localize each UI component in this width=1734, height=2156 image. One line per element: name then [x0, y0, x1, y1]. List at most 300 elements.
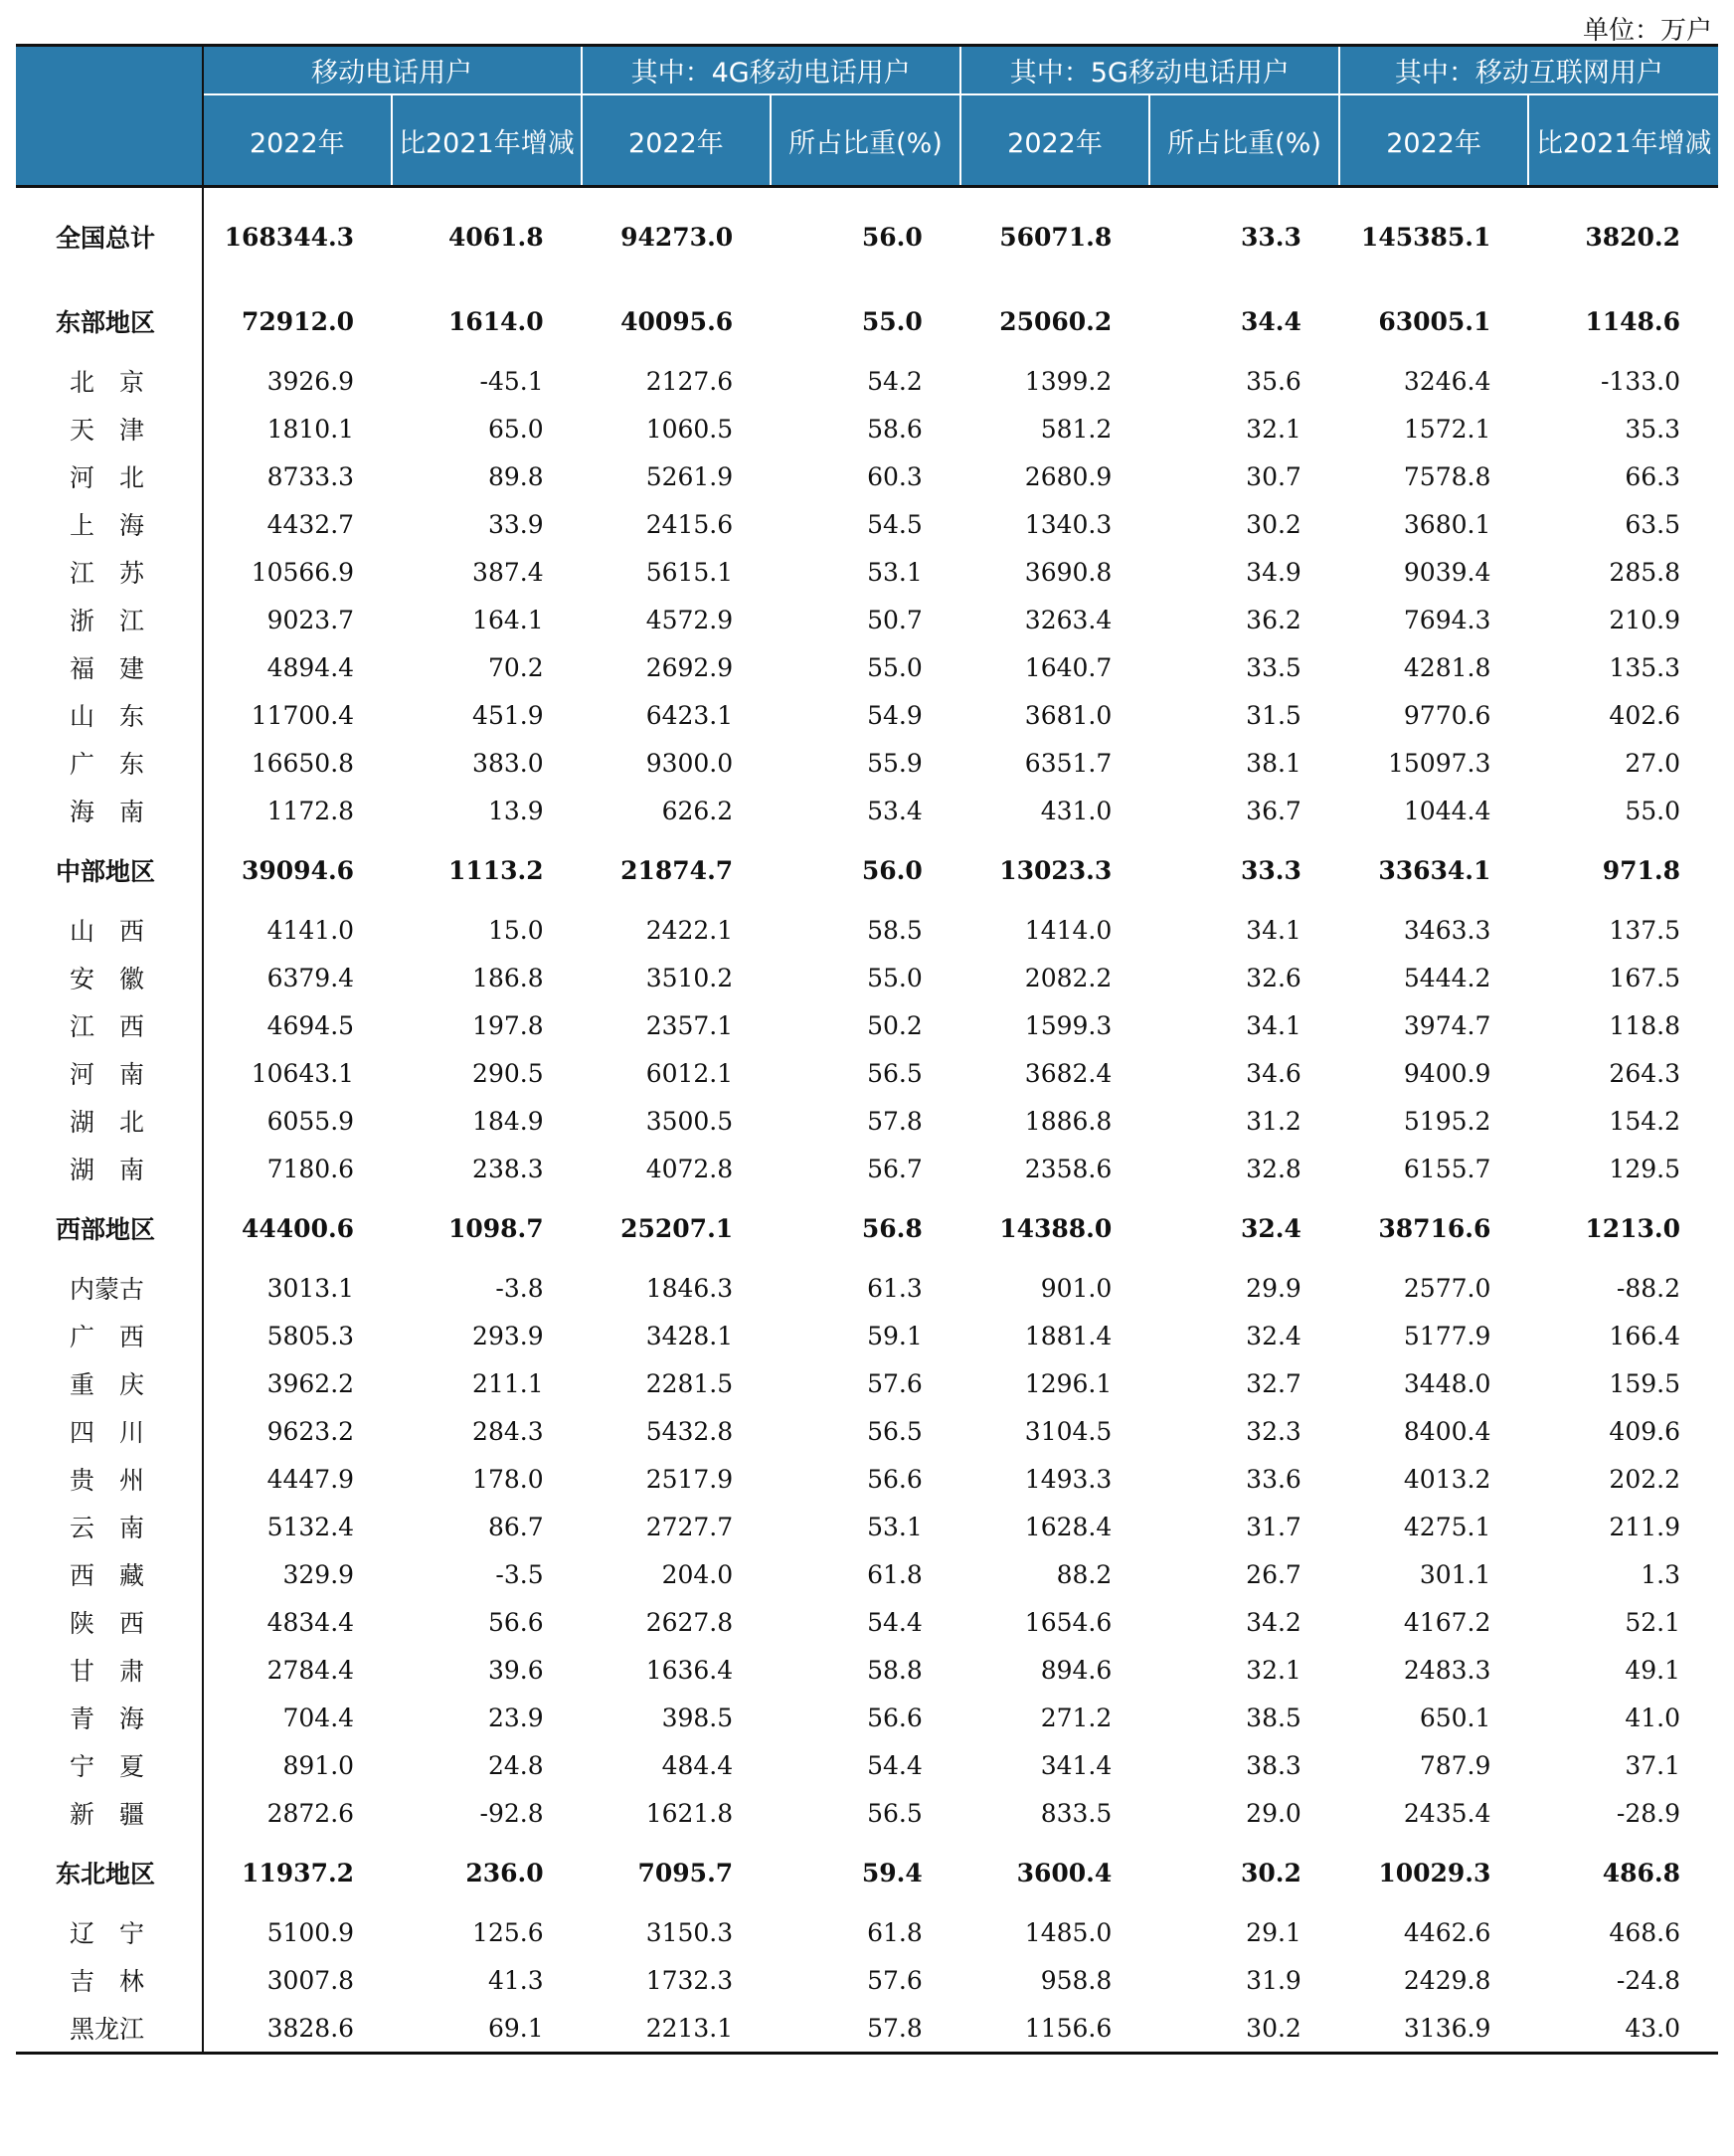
table-cell: 2429.8	[1403, 1965, 1491, 1995]
table-cell: 31.5	[1246, 700, 1301, 730]
table-cell: 125.6	[472, 1917, 544, 1947]
row-name: 天 津	[16, 405, 203, 452]
table-cell: 32.7	[1246, 1368, 1301, 1398]
region-row	[16, 1837, 1718, 1908]
table-cell: 11700.4	[251, 700, 355, 730]
row-name: 西 藏	[16, 1550, 203, 1598]
table-cell: 210.9	[1609, 605, 1680, 634]
table-cell: 3007.8	[266, 1965, 355, 1995]
table-cell: 58.6	[867, 414, 923, 444]
table-cell: 40095.6	[620, 306, 734, 336]
table-cell: 2483.3	[1403, 1655, 1491, 1685]
table-cell: 94273.0	[620, 222, 734, 252]
table-cell: 1846.3	[645, 1273, 734, 1303]
table-cell: 159.5	[1609, 1368, 1680, 1398]
table-cell: 29.1	[1246, 1917, 1301, 1947]
row-name: 湖 北	[16, 1097, 203, 1145]
table-row	[16, 1908, 1718, 1956]
table-cell: 21874.7	[620, 855, 734, 885]
table-cell: 32.1	[1246, 1655, 1301, 1685]
table-cell: 5261.9	[645, 461, 734, 491]
row-name: 贵 州	[16, 1455, 203, 1503]
row-name: 宁 夏	[16, 1741, 203, 1789]
table-cell: 61.3	[867, 1273, 923, 1303]
table-cell: -92.8	[479, 1798, 544, 1828]
table-cell: 61.8	[867, 1917, 923, 1947]
table-cell: 50.7	[867, 605, 923, 634]
row-name: 中部地区	[16, 834, 203, 906]
unit-label: 单位：万户	[1582, 16, 1712, 46]
region-row	[16, 1192, 1718, 1264]
row-name: 海 南	[16, 787, 203, 834]
table-cell: 431.0	[1040, 796, 1113, 825]
table-cell: 57.6	[867, 1368, 923, 1398]
table-cell: 1113.2	[447, 855, 544, 885]
table-row	[16, 739, 1718, 787]
row-name: 黑龙江	[16, 2004, 203, 2054]
table-cell: 35.3	[1625, 414, 1680, 444]
table-cell: 27.0	[1625, 748, 1680, 778]
group-header-internet: 其中：移动互联网用户	[1339, 46, 1718, 95]
table-cell: 901.0	[1040, 1273, 1113, 1303]
row-name: 辽 宁	[16, 1908, 203, 1956]
table-cell: 211.1	[472, 1368, 544, 1398]
table-cell: 38.1	[1246, 748, 1301, 778]
row-name: 全国总计	[16, 187, 203, 286]
table-cell: 55.0	[1625, 796, 1680, 825]
table-cell: 4447.9	[266, 1464, 355, 1494]
table-cell: 202.2	[1609, 1464, 1680, 1494]
table-cell: 15097.3	[1388, 748, 1491, 778]
table-cell: 1399.2	[1024, 366, 1113, 396]
table-cell: 5132.4	[266, 1512, 355, 1541]
group-header-mobile: 移动电话用户	[203, 46, 582, 95]
table-cell: 1296.1	[1024, 1368, 1113, 1398]
table-cell: 8733.3	[266, 461, 355, 491]
table-row	[16, 1646, 1718, 1694]
table-cell: 211.9	[1609, 1512, 1680, 1541]
table-cell: 37.1	[1625, 1750, 1680, 1780]
table-cell: 2415.6	[645, 509, 734, 539]
table-cell: 53.1	[867, 1512, 923, 1541]
table-cell: 271.2	[1040, 1703, 1113, 1732]
row-name: 陕 西	[16, 1598, 203, 1646]
table-cell: 3690.8	[1024, 557, 1113, 587]
table-cell: 58.8	[867, 1655, 923, 1685]
table-cell: 1060.5	[645, 414, 734, 444]
subheader: 2022年	[203, 94, 393, 187]
table-cell: 1628.4	[1024, 1512, 1113, 1541]
table-cell: 7180.6	[266, 1154, 355, 1183]
subheader: 2022年	[1339, 94, 1529, 187]
table-cell: 49.1	[1625, 1655, 1680, 1685]
table-cell: -28.9	[1616, 1798, 1680, 1828]
table-cell: 1572.1	[1403, 414, 1491, 444]
table-cell: 486.8	[1602, 1858, 1680, 1887]
table-cell: 204.0	[661, 1559, 734, 1589]
table-cell: 69.1	[392, 2004, 582, 2054]
table-row	[16, 1503, 1718, 1550]
table-cell: 56.6	[867, 1464, 923, 1494]
table-cell: 1810.1	[266, 414, 355, 444]
table-cell: 7694.3	[1403, 605, 1491, 634]
row-name: 北 京	[16, 357, 203, 405]
table-cell: 4572.9	[645, 605, 734, 634]
table-cell: 34.6	[1246, 1058, 1301, 1088]
table-header	[16, 46, 1718, 187]
region-row	[16, 834, 1718, 906]
table-cell: 894.6	[1040, 1655, 1113, 1685]
table-cell: 2727.7	[645, 1512, 734, 1541]
table-cell: 31.2	[1246, 1106, 1301, 1136]
table-row	[16, 1598, 1718, 1646]
row-name: 甘 肃	[16, 1646, 203, 1694]
row-name: 吉 林	[16, 1956, 203, 2004]
table-cell: 2577.0	[1403, 1273, 1491, 1303]
table-cell: 39.6	[487, 1655, 544, 1685]
row-name: 浙 江	[16, 596, 203, 643]
table-cell: 1493.3	[1024, 1464, 1113, 1494]
table-cell: 1881.4	[1024, 1321, 1113, 1350]
table-cell: 25207.1	[620, 1213, 734, 1243]
table-cell: 61.8	[867, 1559, 923, 1589]
table-cell: 284.3	[472, 1416, 544, 1446]
table-cell: -3.5	[495, 1559, 544, 1589]
table-cell: 36.7	[1246, 796, 1301, 825]
table-cell: 301.1	[1419, 1559, 1491, 1589]
row-name: 东部地区	[16, 285, 203, 357]
table-cell: 137.5	[1609, 915, 1680, 945]
group-header-4g: 其中：4G移动电话用户	[582, 46, 960, 95]
table-cell: 238.3	[472, 1154, 544, 1183]
subheader: 2022年	[960, 94, 1150, 187]
table-cell: 65.0	[487, 414, 544, 444]
row-name: 东北地区	[16, 1837, 203, 1908]
table-cell: 88.2	[1056, 1559, 1113, 1589]
table-cell: 38716.6	[1378, 1213, 1491, 1243]
table-cell: 6055.9	[266, 1106, 355, 1136]
subheader: 2022年	[582, 94, 772, 187]
table-cell: 3263.4	[1024, 605, 1113, 634]
table-cell: 2517.9	[645, 1464, 734, 1494]
table-row	[16, 643, 1718, 691]
table-cell: 70.2	[487, 652, 544, 682]
table-cell: 236.0	[465, 1858, 544, 1887]
table-cell: 787.9	[1419, 1750, 1491, 1780]
table-cell: 2358.6	[1024, 1154, 1113, 1183]
table-cell: 33.6	[1246, 1464, 1301, 1494]
table-cell: 56.6	[487, 1607, 544, 1637]
table-cell: 10566.9	[251, 557, 355, 587]
table-cell: 3510.2	[645, 963, 734, 992]
table-cell: 1636.4	[645, 1655, 734, 1685]
row-name: 云 南	[16, 1503, 203, 1550]
table-row	[16, 1312, 1718, 1359]
table-cell: 15.0	[487, 915, 544, 945]
table-cell: 66.3	[1625, 461, 1680, 491]
table-cell: 6012.1	[645, 1058, 734, 1088]
table-cell: 4167.2	[1403, 1607, 1491, 1637]
table-row	[16, 1550, 1718, 1598]
table-cell: 1156.6	[960, 2004, 1150, 2054]
table-cell: 1340.3	[1024, 509, 1113, 539]
table-row	[16, 500, 1718, 548]
table-cell: 484.4	[661, 1750, 734, 1780]
table-cell: 1213.0	[1585, 1213, 1680, 1243]
subheader: 比2021年增减	[392, 94, 582, 187]
table-cell: 3680.1	[1403, 509, 1491, 539]
table-cell: 56071.8	[999, 222, 1113, 252]
table-cell: 6155.7	[1403, 1154, 1491, 1183]
table-cell: 5615.1	[645, 557, 734, 587]
table-cell: 2680.9	[1024, 461, 1113, 491]
table-cell: 4694.5	[266, 1010, 355, 1040]
table-cell: 58.5	[867, 915, 923, 945]
subheader: 所占比重(%)	[1149, 94, 1339, 187]
row-name: 福 建	[16, 643, 203, 691]
table-cell: 33.3	[1240, 855, 1301, 885]
table-cell: 32.4	[1240, 1213, 1301, 1243]
row-name: 山 西	[16, 906, 203, 954]
row-name: 上 海	[16, 500, 203, 548]
table-cell: 264.3	[1609, 1058, 1680, 1088]
table-cell: 53.1	[867, 557, 923, 587]
table-cell: 60.3	[867, 461, 923, 491]
table-cell: 285.8	[1609, 557, 1680, 587]
table-row	[16, 1145, 1718, 1192]
table-cell: 54.4	[867, 1750, 923, 1780]
table-cell: 4281.8	[1403, 652, 1491, 682]
table-cell: 1654.6	[1024, 1607, 1113, 1637]
table-cell: 451.9	[472, 700, 544, 730]
table-cell: 4061.8	[447, 222, 544, 252]
table-cell: 581.2	[1040, 414, 1113, 444]
table-cell: 293.9	[472, 1321, 544, 1350]
table-cell: 154.2	[1609, 1106, 1680, 1136]
table-cell: 4432.7	[266, 509, 355, 539]
table-cell: 29.9	[1246, 1273, 1301, 1303]
table-row	[16, 405, 1718, 452]
table-cell: 402.6	[1609, 700, 1680, 730]
header-corner	[16, 46, 203, 187]
table-cell: 2422.1	[645, 915, 734, 945]
table-cell: 145385.1	[1360, 222, 1491, 252]
table-cell: 1614.0	[447, 306, 544, 336]
table-cell: 6351.7	[1024, 748, 1113, 778]
table-cell: 1172.8	[266, 796, 355, 825]
table-cell: 4462.6	[1403, 1917, 1491, 1947]
table-cell: 33634.1	[1378, 855, 1491, 885]
subheader: 所占比重(%)	[771, 94, 960, 187]
table-cell: 29.0	[1246, 1798, 1301, 1828]
table-cell: 168344.3	[224, 222, 355, 252]
table-row	[16, 1359, 1718, 1407]
table-cell: 4013.2	[1403, 1464, 1491, 1494]
table-cell: 971.8	[1602, 855, 1680, 885]
row-name: 河 南	[16, 1049, 203, 1097]
table-cell: 184.9	[472, 1106, 544, 1136]
table-cell: -88.2	[1616, 1273, 1680, 1303]
table-cell: 1485.0	[1024, 1917, 1113, 1947]
table-cell: 329.9	[282, 1559, 355, 1589]
table-cell: 56.6	[867, 1703, 923, 1732]
table-cell: 86.7	[487, 1512, 544, 1541]
row-name: 新 疆	[16, 1789, 203, 1837]
table-row	[16, 1001, 1718, 1049]
table-cell: 41.3	[487, 1965, 544, 1995]
table-row	[16, 1097, 1718, 1145]
table-row	[16, 2004, 1718, 2054]
table-cell: 32.4	[1246, 1321, 1301, 1350]
table-row	[16, 548, 1718, 596]
table-cell: 5444.2	[1403, 963, 1491, 992]
row-name: 四 川	[16, 1407, 203, 1455]
stats-table	[16, 44, 1718, 2055]
table-cell: 3013.1	[266, 1273, 355, 1303]
table-cell: 54.5	[867, 509, 923, 539]
table-cell: 59.4	[861, 1858, 923, 1887]
table-cell: 89.8	[487, 461, 544, 491]
table-cell: 39094.6	[242, 855, 355, 885]
table-cell: 135.3	[1609, 652, 1680, 682]
table-cell: 3500.5	[645, 1106, 734, 1136]
table-cell: 3428.1	[645, 1321, 734, 1350]
table-cell: 32.3	[1246, 1416, 1301, 1446]
table-row	[16, 1049, 1718, 1097]
table-cell: 54.4	[867, 1607, 923, 1637]
table-body	[16, 187, 1718, 2054]
table-cell: 4275.1	[1403, 1512, 1491, 1541]
row-name: 江 西	[16, 1001, 203, 1049]
row-name: 河 北	[16, 452, 203, 500]
table-cell: 9623.2	[266, 1416, 355, 1446]
table-row	[16, 1741, 1718, 1789]
table-cell: 43.0	[1528, 2004, 1718, 2054]
group-header-5g: 其中：5G移动电话用户	[960, 46, 1339, 95]
table-cell: 1886.8	[1024, 1106, 1113, 1136]
table-cell: -3.8	[495, 1273, 544, 1303]
table-row	[16, 1407, 1718, 1455]
table-cell: 34.1	[1246, 1010, 1301, 1040]
table-cell: 9039.4	[1403, 557, 1491, 587]
table-cell: 30.2	[1246, 509, 1301, 539]
table-cell: 5432.8	[645, 1416, 734, 1446]
table-cell: 59.1	[867, 1321, 923, 1350]
table-cell: 958.8	[1040, 1965, 1113, 1995]
table-cell: 3136.9	[1339, 2004, 1529, 2054]
table-cell: 387.4	[472, 557, 544, 587]
table-cell: 52.1	[1625, 1607, 1680, 1637]
table-cell: 13.9	[487, 796, 544, 825]
table-cell: 34.2	[1246, 1607, 1301, 1637]
table-cell: 33.3	[1240, 222, 1301, 252]
row-name: 青 海	[16, 1694, 203, 1741]
table-cell: 32.6	[1246, 963, 1301, 992]
table-cell: 38.5	[1246, 1703, 1301, 1732]
table-cell: 30.7	[1246, 461, 1301, 491]
table-cell: 2357.1	[645, 1010, 734, 1040]
row-name: 广 西	[16, 1312, 203, 1359]
table-cell: 50.2	[867, 1010, 923, 1040]
table-cell: 30.2	[1240, 1858, 1301, 1887]
table-cell: 35.6	[1246, 366, 1301, 396]
row-name: 山 东	[16, 691, 203, 739]
table-cell: 626.2	[661, 796, 734, 825]
table-cell: 3600.4	[1016, 1858, 1113, 1887]
table-cell: 118.8	[1609, 1010, 1680, 1040]
row-name: 重 庆	[16, 1359, 203, 1407]
table-cell: 5805.3	[266, 1321, 355, 1350]
table-cell: 891.0	[282, 1750, 355, 1780]
table-cell: 2784.4	[266, 1655, 355, 1685]
table-cell: 3962.2	[266, 1368, 355, 1398]
table-cell: 2435.4	[1403, 1798, 1491, 1828]
table-cell: 167.5	[1609, 963, 1680, 992]
table-cell: 7578.8	[1403, 461, 1491, 491]
table-cell: 341.4	[1040, 1750, 1113, 1780]
table-cell: 44400.6	[242, 1213, 355, 1243]
row-name: 内蒙古	[16, 1264, 203, 1312]
table-cell: 56.5	[867, 1416, 923, 1446]
table-cell: 3820.2	[1585, 222, 1680, 252]
region-row	[16, 285, 1718, 357]
table-cell: 129.5	[1609, 1154, 1680, 1183]
table-cell: 11937.2	[242, 1858, 355, 1887]
table-cell: 5195.2	[1403, 1106, 1491, 1136]
table-cell: 23.9	[487, 1703, 544, 1732]
table-cell: 9770.6	[1403, 700, 1491, 730]
table-cell: -45.1	[479, 366, 544, 396]
table-cell: 72912.0	[242, 306, 355, 336]
table-cell: 10643.1	[251, 1058, 355, 1088]
table-cell: 178.0	[472, 1464, 544, 1494]
table-cell: 3682.4	[1024, 1058, 1113, 1088]
table-cell: 57.8	[867, 1106, 923, 1136]
table-row	[16, 1455, 1718, 1503]
table-cell: 5100.9	[266, 1917, 355, 1947]
table-cell: 2082.2	[1024, 963, 1113, 992]
table-cell: 33.5	[1246, 652, 1301, 682]
row-name: 广 东	[16, 739, 203, 787]
table-cell: 38.3	[1246, 1750, 1301, 1780]
table-cell: 32.8	[1246, 1154, 1301, 1183]
table-cell: 2127.6	[645, 366, 734, 396]
table-cell: 16650.8	[251, 748, 355, 778]
table-cell: 31.9	[1246, 1965, 1301, 1995]
table-cell: 7095.7	[637, 1858, 734, 1887]
table-cell: 9400.9	[1403, 1058, 1491, 1088]
table-cell: 398.5	[661, 1703, 734, 1732]
row-name: 湖 南	[16, 1145, 203, 1192]
table-row	[16, 691, 1718, 739]
table-row	[16, 357, 1718, 405]
table-cell: 6379.4	[266, 963, 355, 992]
table-cell: 13023.3	[999, 855, 1113, 885]
table-row	[16, 1694, 1718, 1741]
table-cell: 1098.7	[447, 1213, 544, 1243]
table-cell: 166.4	[1609, 1321, 1680, 1350]
table-row	[16, 906, 1718, 954]
table-cell: 54.9	[867, 700, 923, 730]
table-cell: 4072.8	[645, 1154, 734, 1183]
table-cell: 14388.0	[999, 1213, 1113, 1243]
table-cell: 3828.6	[203, 2004, 393, 2054]
subheader: 比2021年增减	[1528, 94, 1718, 187]
table-cell: 4894.4	[266, 652, 355, 682]
table-cell: 36.2	[1246, 605, 1301, 634]
table-cell: 1599.3	[1024, 1010, 1113, 1040]
table-cell: 186.8	[472, 963, 544, 992]
